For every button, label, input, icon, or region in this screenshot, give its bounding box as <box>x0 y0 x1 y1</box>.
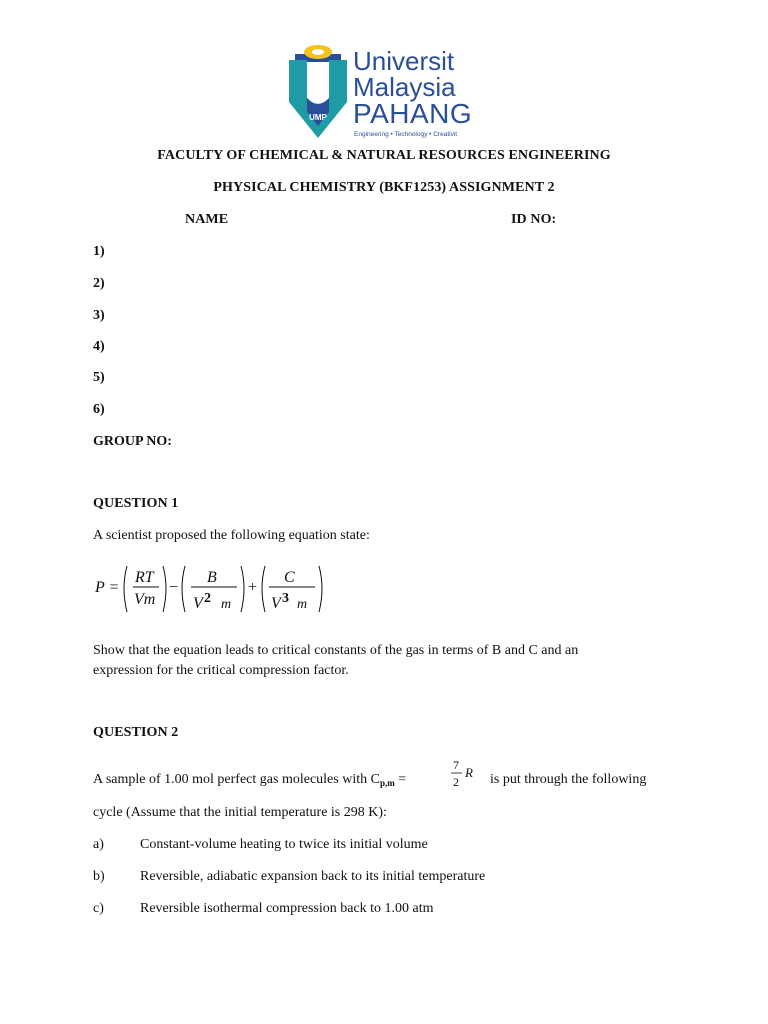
member-line: 5) <box>93 370 105 385</box>
university-logo <box>287 38 473 142</box>
item-text-a: Constant-volume heating to twice its initial volume <box>140 837 428 852</box>
cpm-subscript: p,m <box>379 778 395 788</box>
fraction-denominator: 2 <box>453 775 459 789</box>
term2-den-sub: m <box>221 597 232 612</box>
question-1-body-line-1: Show that the equation leads to critical constants of the gas in terms of B and C and an <box>93 643 579 658</box>
question-1-intro: A scientist proposed the following equation state: <box>93 528 370 543</box>
sentence-start-text: A sample of 1.00 mol perfect gas molecules with C <box>93 772 380 787</box>
equation-of-state <box>93 562 333 620</box>
question-1-body-line-2: expression for the critical compression factor. <box>93 663 349 678</box>
term3-den-exp: 3 <box>282 591 289 606</box>
plus-sign: + <box>248 579 258 596</box>
fraction-numerator: 7 <box>453 758 459 772</box>
term2-numerator: B <box>207 569 217 586</box>
term3-numerator: C <box>284 569 295 586</box>
logo-badge-text: UMP <box>309 113 327 122</box>
logo-line-2: Malaysia <box>353 72 456 102</box>
question-2-title: QUESTION 2 <box>93 725 179 740</box>
logo-line-1: Universit <box>353 46 455 76</box>
question-2-line-2: cycle (Assume that the initial temperature is 298 K): <box>93 805 387 820</box>
fraction-7-2-r <box>450 756 486 792</box>
item-text-b: Reversible, adiabatic expansion back to its initial temperature <box>140 869 486 884</box>
logo-shield-icon <box>287 38 349 142</box>
member-line: 2) <box>93 276 105 291</box>
faculty-heading: FACULTY OF CHEMICAL & NATURAL RESOURCES ENGINEERING <box>157 148 611 163</box>
question-1-title: QUESTION 1 <box>93 496 179 511</box>
item-label-c: c) <box>93 901 104 916</box>
id-label: ID NO: <box>511 212 557 227</box>
term3-den-sub: m <box>297 597 308 612</box>
item-label-b: b) <box>93 869 105 884</box>
logo-tagline: Engineering • Technology • Creativit <box>354 131 458 138</box>
equation-lhs: P = <box>95 579 120 596</box>
member-line: 6) <box>93 402 105 417</box>
member-line: 1) <box>93 244 105 259</box>
logo-line-3: PAHANG <box>353 98 473 129</box>
item-text-c: Reversible isothermal compression back to 1.00 atm <box>140 901 434 916</box>
term1-denominator: Vm <box>134 591 156 608</box>
question-2-sentence-end: is put through the following <box>490 772 647 787</box>
member-line: 4) <box>93 339 105 354</box>
course-heading: PHYSICAL CHEMISTRY (BKF1253) ASSIGNMENT 2 <box>213 180 555 195</box>
term2-den-base: V <box>193 595 203 612</box>
minus-sign: − <box>169 579 179 596</box>
name-label: NAME <box>185 212 229 227</box>
term2-den-exp: 2 <box>204 591 211 606</box>
member-line: 3) <box>93 308 105 323</box>
fraction-r: R <box>465 765 473 780</box>
sentence-equals: = <box>394 772 407 787</box>
question-2-sentence-start <box>93 772 406 788</box>
item-label-a: a) <box>93 837 104 852</box>
term3-den-base: V <box>271 595 281 612</box>
group-label: GROUP NO: <box>93 434 172 449</box>
term1-numerator: RT <box>135 569 154 586</box>
